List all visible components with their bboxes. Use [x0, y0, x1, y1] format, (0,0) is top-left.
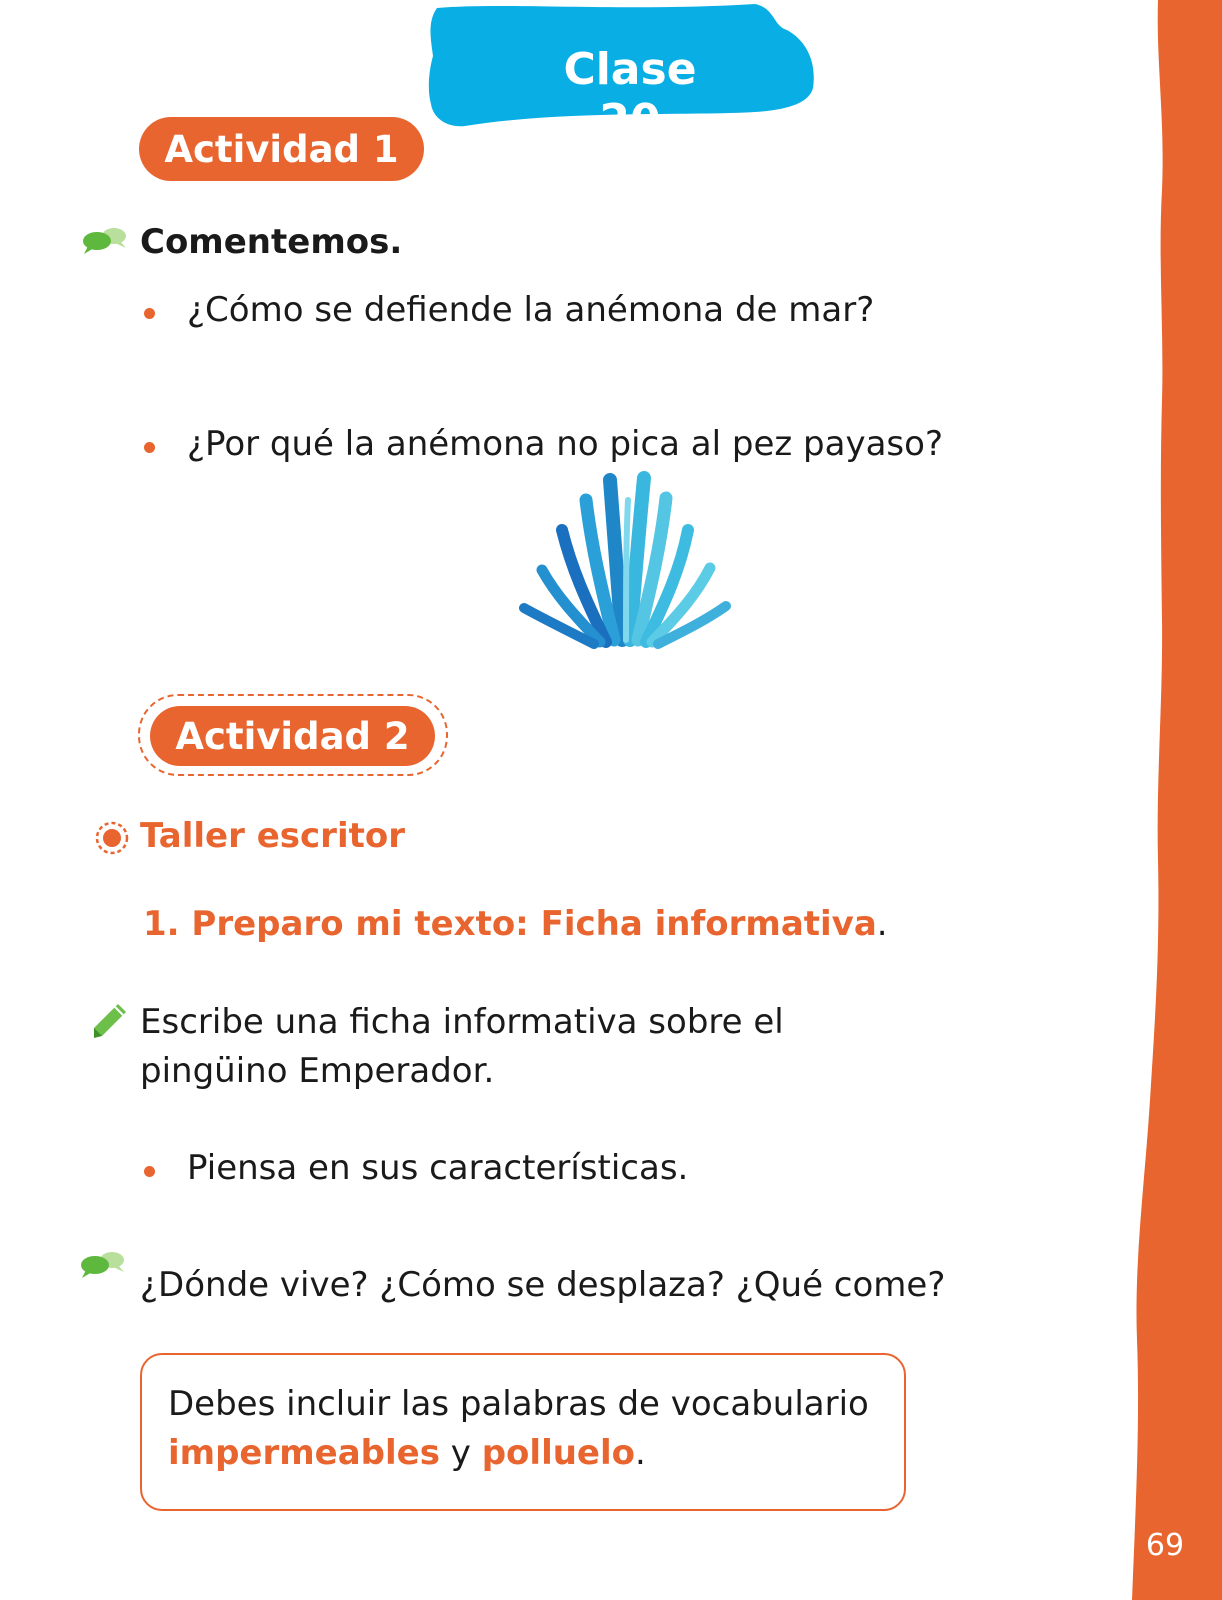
note-end: . [635, 1433, 646, 1473]
vocab-word-1: impermeables [168, 1433, 440, 1473]
pencil-icon [88, 1000, 130, 1042]
vocab-word-2: polluelo [481, 1433, 636, 1473]
instruction-line-1: Escribe una ficha informativa sobre el [140, 1002, 784, 1042]
step-title: 1. Preparo mi texto: Ficha informativa [143, 904, 877, 944]
sea-anemone-illustration [510, 470, 740, 650]
activity-2-label: Actividad 2 [150, 706, 435, 766]
step-title-line [143, 900, 888, 948]
note-text: Debes incluir las palabras de vocabulario [168, 1384, 869, 1424]
step-period: . [876, 904, 888, 944]
instruction-line-2: pingüino Emperador. [140, 1051, 495, 1091]
bullet-dot [144, 308, 155, 319]
activity-1-label: Actividad 1 [139, 117, 424, 181]
speech-bubbles-icon [82, 226, 128, 256]
note-words-line [168, 1429, 646, 1477]
page-number: 69 [1145, 1528, 1185, 1563]
note-connector: y [439, 1433, 482, 1473]
question-1: ¿Cómo se defiende la anémona de mar? [187, 290, 875, 330]
activity-1-prompt: Comentemos. [140, 222, 403, 262]
discussion-questions: ¿Dónde vive? ¿Cómo se desplaza? ¿Qué come? [140, 1265, 946, 1305]
bullet-dot [144, 1166, 155, 1177]
question-2: ¿Por qué la anémona no pica al pez payaso? [187, 424, 943, 464]
target-icon [94, 820, 130, 856]
instruction-bullet: Piensa en sus características. [187, 1148, 689, 1188]
section-title: Taller escritor [140, 816, 405, 856]
bullet-dot [144, 442, 155, 453]
speech-bubbles-icon [80, 1250, 126, 1280]
class-title: Clase 20 [563, 44, 697, 146]
